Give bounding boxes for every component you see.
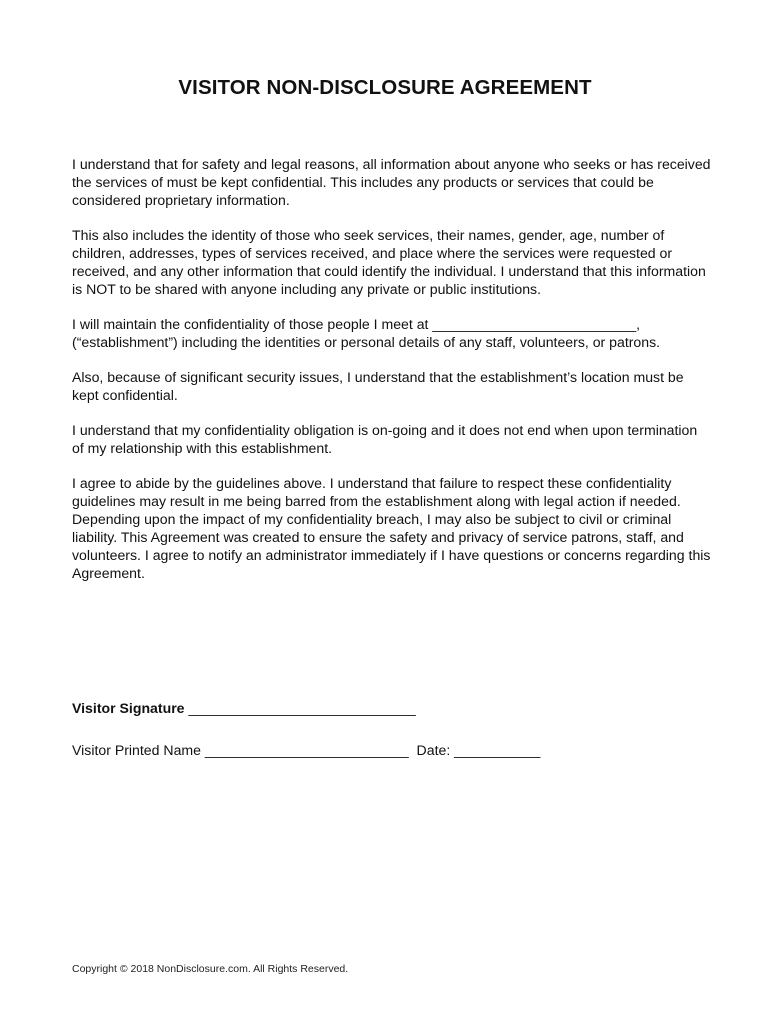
date-label: Date: bbox=[416, 742, 451, 758]
document-title: VISITOR NON-DISCLOSURE AGREEMENT bbox=[178, 76, 592, 99]
date-field[interactable]: ___________ bbox=[454, 742, 541, 758]
signature-field[interactable]: _____________________________ bbox=[188, 700, 416, 716]
paragraph-confidentiality: I understand that for safety and legal reasons, all information about anyone who seeks or has received the services of must be kept confidential. This includes any products or services that could be considered proprietary information. bbox=[72, 156, 711, 208]
printed-name-label: Visitor Printed Name bbox=[72, 742, 201, 758]
copyright-footer: Copyright © 2018 NonDisclosure.com. All Rights Reserved. bbox=[72, 963, 349, 975]
paragraph-ongoing-obligation: I understand that my confidentiality obligation is on-going and it does not end when upon termination of my relationship with this establishment. bbox=[72, 422, 698, 456]
printed-name-field[interactable]: __________________________ bbox=[204, 742, 409, 758]
paragraph-identity: This also includes the identity of those who seek services, their names, gender, age, number of children, addresses, types of services received, and place where the services were requested or received, and any other information that could identify the individual. I understand that this information is NOT to be shared with anyone including any private or public institutions. bbox=[72, 227, 706, 297]
paragraph-security: Also, because of significant security issues, I understand that the establishment’s location must be kept confidential. bbox=[72, 369, 684, 403]
paragraph-guidelines: I agree to abide by the guidelines above. I understand that failure to respect these confidentiality guidelines may result in me being barred from the establishment along with legal action if needed. Depending upon the impact of my confidentiality breach, I may also be subject to civil or criminal liability. This Agreement was created to ensure the safety and privacy of service patrons, staff, and volunteers. I agree to notify an administrator immediately if I have questions or concerns regarding this Agreement. bbox=[72, 475, 711, 581]
printed-name-row bbox=[72, 742, 540, 758]
agreement-body bbox=[72, 155, 712, 599]
signature-label: Visitor Signature bbox=[72, 700, 185, 716]
signature-row bbox=[72, 700, 416, 716]
paragraph-establishment: I will maintain the confidentiality of those people I meet at __________________________, (“establishment”) including the identities or personal details of any staff, volunteers, or patrons. bbox=[72, 316, 661, 350]
